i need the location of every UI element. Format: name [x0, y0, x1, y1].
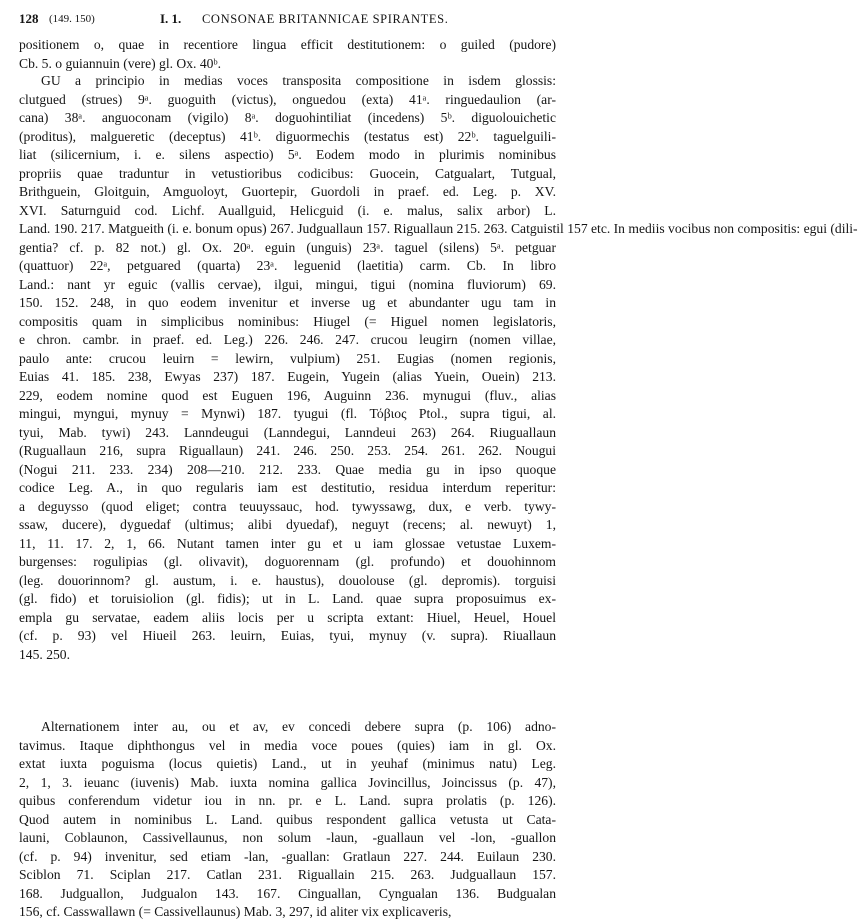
text-line: launi, Coblaunon, Cassivellaunus, non solum -laun, -guallaun vel -lon, -guallon — [19, 830, 556, 845]
text-line: Brithguein, Gloitguin, Amguoloyt, Guortepir, Guordoli in praef. ed. Leg. p. XV. — [19, 184, 556, 199]
text-line: Land.: nant yr eguic (vallis cervae), ilgui, mingui, tigui (nomina fluviorum) 69. — [19, 276, 556, 292]
text-line: ssaw, ducere), dyguedaf (ultimus; alibi dyuedaf), neguyt (recens; al. newuyt) 1, — [19, 517, 556, 532]
text-line: gentia? cf. p. 82 not.) gl. Ox. 20ᵃ. eguin (unguis) 23ᵃ. taguel (silens) 5ᵃ. petguar — [19, 239, 556, 255]
page-number: 128 — [19, 11, 39, 26]
text-line: Land. 190. 217. Matgueith (i. e. bonum opus) 267. Judguallaun 157. Riguallaun 215. 263. Catguistil 157 etc. In mediis vocibus non compositis: egui (dili- — [19, 221, 858, 236]
text-line: (proditus), malgueretic (deceptus) 41ᵇ. diguormechis (testatus est) 22ᵇ. taguelguili- — [19, 128, 556, 144]
text-line: Euias 41. 185. 238, Ewyas 237) 187. Eugein, Yugein (alias Yuein, Ouein) 213. — [19, 369, 556, 384]
text-line: compositis quam in simplicibus nominibus: Hiugel (= Higuel nomen legislatoris, — [19, 313, 556, 329]
text-line: 156, cf. Casswallawn (= Cassivellaunus) Mab. 3, 297, id aliter vix explicaveris, — [19, 904, 452, 919]
page-range: (149. 150) — [49, 13, 95, 25]
text-line: cana) 38ᵃ. anguoconam (vigilo) 8ᵃ. doguohintiliat (incedens) 5ᵇ. diguolouichetic — [19, 110, 556, 125]
text-line: liat (silicernium, i. e. silens aspectio) 5ᵃ. Eodem modo in plurimis nominibus — [19, 147, 556, 162]
text-line: tavimus. Itaque diphthongus vel in media voce poues (quies) iam in gl. Ox. — [19, 737, 556, 753]
text-line: propriis quae traduntur in vetustioribus codicibus: Guocein, Catgualart, Tutgual, — [19, 165, 556, 181]
text-line: clutgued (strues) 9ᵃ. guoguith (victus), onguedou (exta) 41ᵃ. ringuedaulion (ar- — [19, 91, 556, 107]
text-line: (Nogui 211. 233. 234) 208—210. 212. 233. Quae media gu in ipso quoque — [19, 461, 556, 477]
text-line: burgenses: rogulipias (gl. olivavit), doguorennam (gl. profundo) et douohinnom — [19, 554, 556, 569]
text-line: Alternationem inter au, ou et av, ev concedi debere supra (p. 106) adno- — [41, 719, 556, 734]
text-line: GU a principio in medias voces transposita compositione in isdem glossis: — [41, 73, 556, 88]
text-line: e chron. cambr. in praef. ed. Leg.) 226. 246. 247. crucou leugirn (nomen villae, — [19, 332, 556, 347]
running-title: CONSONAE BRITANNICAE SPIRANTES. — [202, 12, 449, 26]
text-line: (gl. fido) et toruisiolion (gl. fidis); ut in L. Land. quae supra proposuimus ex- — [19, 591, 556, 606]
text-line: empla gu servatae, eadem aliis locis per u scripta extant: Hiuel, Heuel, Houel — [19, 609, 556, 625]
paragraph — [19, 72, 858, 664]
text-line: (quattuor) 22ᵃ, petguared (quarta) 23ᵃ. leguenid (laetitia) carm. Cb. In libro — [19, 258, 556, 273]
text-line: paulo ante: crucou leuirn = lewirn, vulpium) 251. Eugias (nomen regionis, — [19, 350, 556, 366]
text-line: 229, eodem nomine quod est Euguen 196, Auguinn 236. mynugui (fluv., alias — [19, 387, 556, 403]
text-line: 168. Judguallon, Judgualon 143. 167. Cinguallan, Cyngualan 136. Budgualan — [19, 885, 556, 901]
text-line: extat iuxta poguisma (locus quietis) Land., ut in yeuhaf (minimus natu) Leg. — [19, 756, 556, 771]
text-line: (cf. p. 93) vel Hiueil 263. leuirn, Euias, tyui, mynuy (v. supra). Riuallaun — [19, 628, 556, 643]
text-line: a deguysso (quod eliget; contra teuuyssauc, hod. tywyssawg, dux, e verb. tywy- — [19, 498, 556, 514]
text-line: (leg. douorinnom? gl. austum, i. e. haustus), douolouse (gl. depromis). torguisi — [19, 572, 556, 588]
paragraph — [19, 718, 556, 922]
text-line: codice Leg. A., in quo regularis iam est destitutio, residua interdum reperitur: — [19, 480, 556, 495]
text-line: (cf. p. 94) invenitur, sed etiam -lan, -guallan: Gratlaun 227. 244. Euilaun 230. — [19, 848, 556, 864]
text-line: Quod autem in nominibus L. Land. quibus respondent gallica vetusta ut Cata- — [19, 811, 556, 827]
text-line: 145. 250. — [19, 646, 70, 662]
text-line: XVI. Saturnguid cod. Lichf. Auallguid, Helicguid (i. e. malus, salix arbor) L. — [19, 202, 556, 218]
text-line: Cb. 5. o guiannuin (vere) gl. Ox. 40ᵇ. — [19, 55, 222, 71]
running-header — [19, 9, 557, 29]
text-line: 150. 152. 248, in quo eodem invenitur et inverse ug et abundanter ugu tam in — [19, 295, 556, 310]
section-label: I. 1. — [160, 11, 182, 26]
paragraph — [19, 36, 556, 73]
text-line: 11, 11. 17. 2, 1, 66. Nutant tamen inter gu et u iam glossae vetustae Luxem- — [19, 535, 556, 551]
text-line: 2, 1, 3. ieuanc (iuvenis) Mab. iuxta nomina gallica Jovincillus, Joincissus (p. 47), — [19, 774, 556, 790]
text-line: quibus conferendum videtur iou in nn. pr. e L. Land. supra prolatis (p. 126). — [19, 793, 556, 808]
text-line: tyui, Mab. tywi) 243. Lanndeugui (Lanndegui, Lanndeui 263) 264. Riuguallaun — [19, 424, 556, 440]
text-line: (Ruguallaun 216, supra Riguallaun) 241. 246. 250. 253. 254. 261. 262. Nougui — [19, 443, 556, 458]
text-line: mingui, myngui, mynuy = Mynwi) 187. tyugui (fl. Τόβιος Ptol., supra tigui, al. — [19, 406, 556, 421]
text-line: positionem o, quae in recentiore lingua efficit destitutionem: o guiled (pudore) — [19, 37, 556, 52]
text-line: Sciblon 71. Sciplan 217. Catlan 231. Riguallain 215. 263. Judguallaun 157. — [19, 867, 556, 882]
